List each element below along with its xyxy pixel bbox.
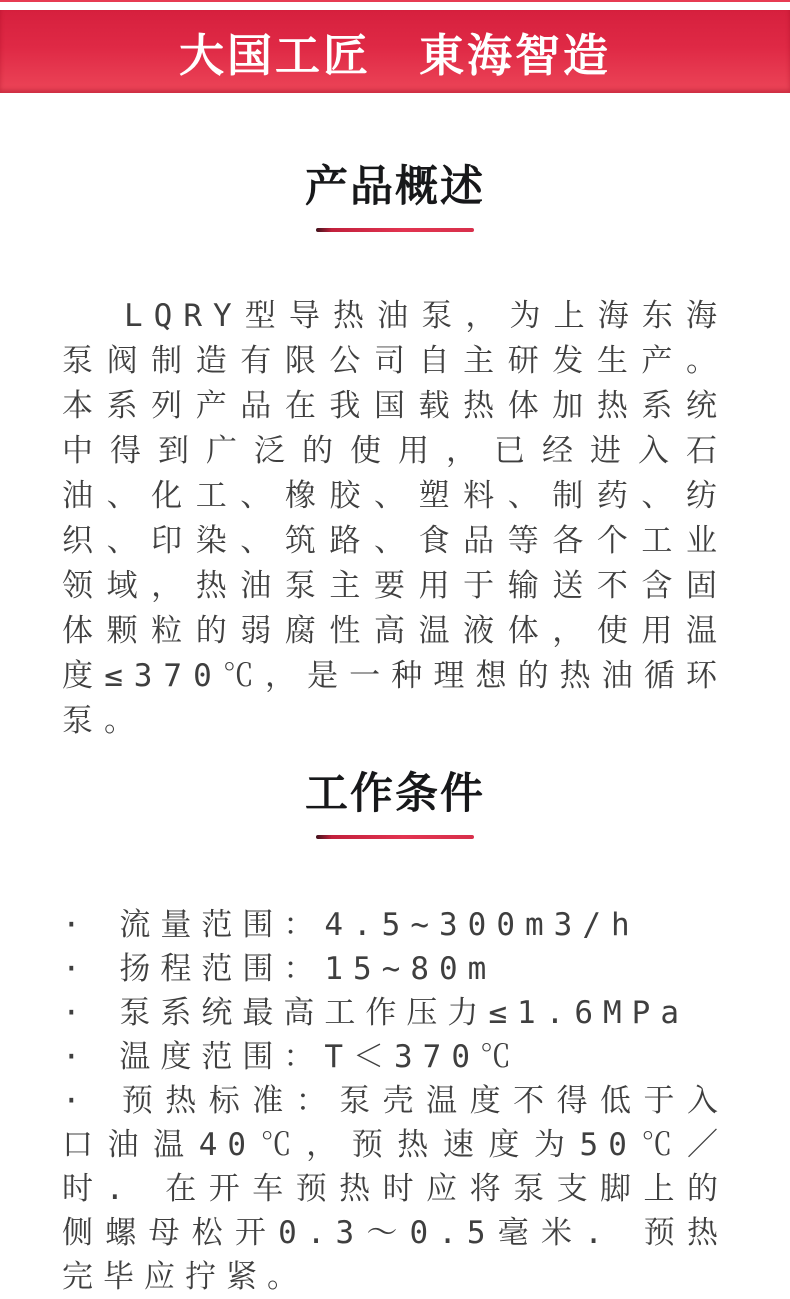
conditions-heading-block [0,772,790,839]
condition-preheat-standard: 预热标准：泵壳温度不得低于入口油温40℃，预热速度为50℃／时. 在开车预热时应将泵支脚上的侧螺母松开0.3～0.5毫米. 预热完毕应拧紧。 [62,1083,728,1295]
bullet-dot: · [62,995,91,1031]
conditions-list [62,903,728,1299]
banner-slogan: 大国工匠 東海智造 [178,30,611,81]
bullet-dot: · [62,1039,91,1075]
brand-banner [0,10,790,93]
condition-flow-range: 流量范围：4.5~300m3/h [119,907,640,943]
condition-max-pressure: 泵系统最高工作压力≤1.6MPa [119,995,689,1031]
bullet-dot: · [62,951,91,987]
section-product-overview [0,165,790,744]
section-working-conditions [0,772,790,1299]
condition-head-range: 扬程范围：15~80m [119,951,497,987]
condition-temp-range: 温度范围：T＜370℃ [119,1039,521,1075]
list-item [62,1079,728,1299]
list-item [62,903,728,947]
bullet-dot: · [62,1083,91,1119]
top-accent-line [0,0,790,2]
list-item [62,947,728,991]
list-item [62,991,728,1035]
list-item [62,1035,728,1079]
product-detail-content [0,165,790,1299]
overview-heading: 产品概述 [305,163,485,211]
conditions-heading-underline [316,835,474,839]
overview-heading-block [0,165,790,232]
overview-heading-underline [316,228,474,232]
conditions-heading: 工作条件 [305,770,485,818]
bullet-dot: · [62,907,91,943]
overview-paragraph: LQRY型导热油泵，为上海东海泵阀制造有限公司自主研发生产。本系列产品在我国载热体加热系统中得到广泛的使用，已经进入石油、化工、橡胶、塑料、制药、纺织、印染、筑路、食品等各个工业领域，热油泵主要用于输送不含固体颗粒的弱腐性高温液体，使用温度≤370℃，是一种理想的热油循环泵。 [62,298,728,739]
